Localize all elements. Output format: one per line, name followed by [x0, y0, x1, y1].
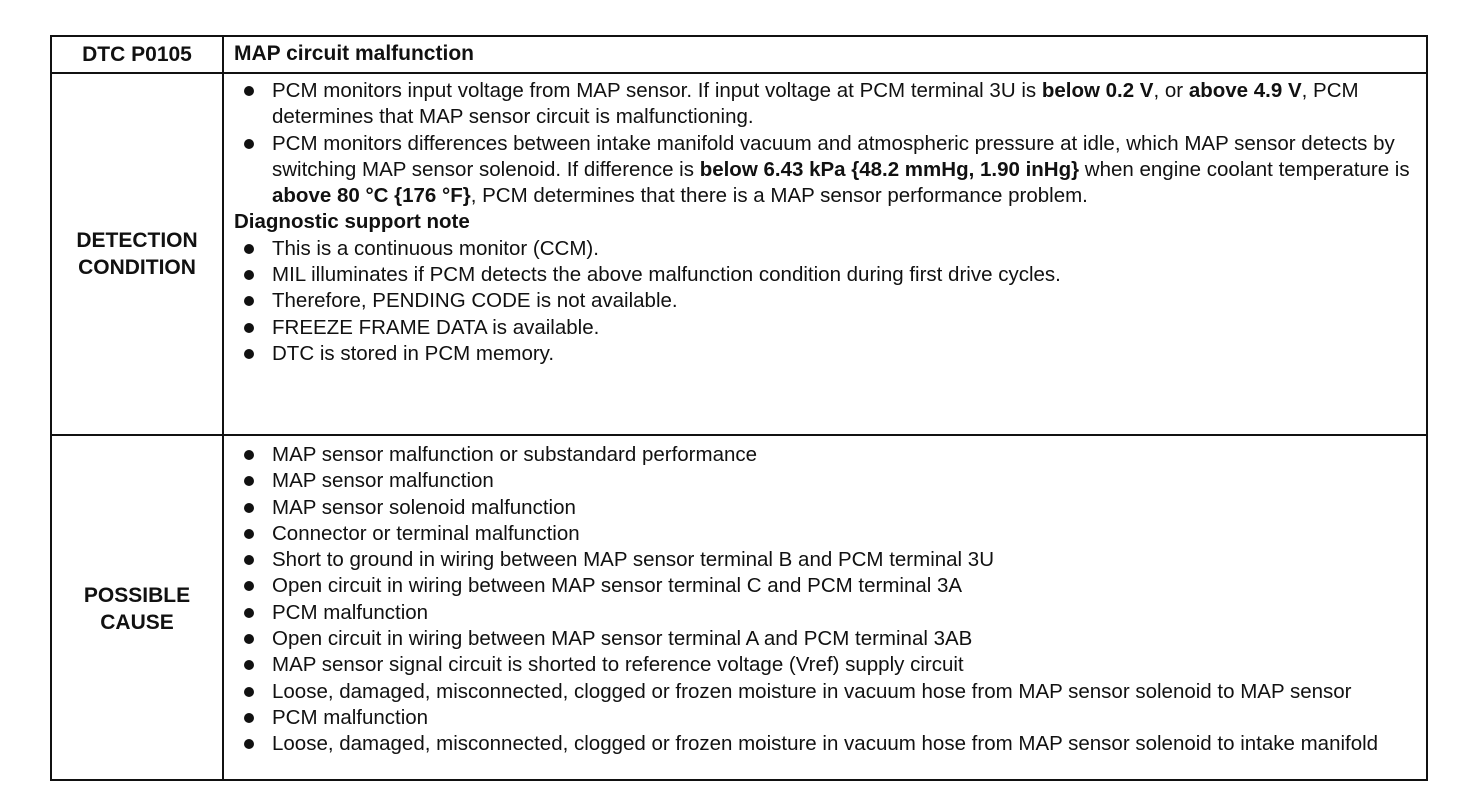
threshold-pressure: below 6.43 kPa {48.2 mmHg, 1.90 inHg}: [699, 157, 1080, 181]
list-item: Loose, damaged, misconnected, clogged or frozen moisture in vacuum hose from MAP sensor solenoid to MAP sensor: [234, 679, 1416, 705]
cause-label-line2: CAUSE: [100, 610, 174, 634]
text-segment: when engine coolant temperature is: [1079, 157, 1410, 181]
list-item: MAP sensor malfunction or substandard performance: [234, 442, 1416, 468]
list-item: MAP sensor solenoid malfunction: [234, 495, 1416, 521]
text-segment: , PCM determines that there is a MAP sensor performance problem.: [470, 184, 1088, 208]
threshold-temperature: above 80 °C {176 °F}: [272, 184, 471, 208]
possible-cause-content: [224, 436, 1426, 781]
list-item: Open circuit in wiring between MAP sensor terminal C and PCM terminal 3A: [234, 573, 1416, 599]
text-segment: , PCM determines that MAP sensor circuit is malfunctioning.: [272, 79, 1359, 129]
list-item: PCM malfunction: [234, 600, 1416, 626]
threshold-high: above 4.9 V: [1188, 79, 1302, 102]
detection-label-line1: DETECTION: [76, 229, 198, 252]
list-item: Therefore, PENDING CODE is not available.: [234, 288, 1416, 314]
detection-condition-label: [52, 74, 224, 434]
possible-cause-row: [52, 436, 1426, 781]
list-item: Connector or terminal malfunction: [234, 521, 1416, 547]
list-item: PCM malfunction: [234, 705, 1416, 731]
header-row: [52, 37, 1426, 74]
support-note-list: [234, 236, 1416, 367]
detection-condition-row: [52, 74, 1426, 436]
detection-item-voltage: [234, 78, 1416, 131]
detection-list: [234, 78, 1416, 209]
list-item: MIL illuminates if PCM detects the above malfunction condition during first drive cycles.: [234, 262, 1416, 288]
support-note-heading: Diagnostic support note: [234, 210, 470, 234]
list-item: FREEZE FRAME DATA is available.: [234, 315, 1416, 341]
list-item: Loose, damaged, misconnected, clogged or frozen moisture in vacuum hose from MAP sensor solenoid to intake manifold: [234, 731, 1416, 757]
list-item: This is a continuous monitor (CCM).: [234, 236, 1416, 262]
detection-label-line2: CONDITION: [78, 256, 196, 279]
dtc-table: [50, 35, 1428, 781]
list-item: Short to ground in wiring between MAP sensor terminal B and PCM terminal 3U: [234, 547, 1416, 573]
possible-cause-label: [52, 436, 224, 781]
list-item: DTC is stored in PCM memory.: [234, 341, 1416, 367]
cause-list: [234, 442, 1416, 758]
text-segment: PCM monitors differences between intake manifold vacuum and atmospheric pressure at idle, which MAP sensor detects by switching MAP sensor solenoid. If difference is: [272, 131, 1395, 181]
threshold-low: below 0.2 V: [1041, 79, 1154, 102]
text-segment: PCM monitors input voltage from MAP sensor. If input voltage at PCM terminal 3U is: [272, 79, 1042, 102]
cause-label-line1: POSSIBLE: [83, 583, 191, 607]
dtc-title: MAP circuit malfunction: [234, 42, 474, 66]
list-item: MAP sensor signal circuit is shorted to reference voltage (Vref) supply circuit: [234, 652, 1416, 678]
detection-item-vacuum: [234, 131, 1416, 210]
list-item: Open circuit in wiring between MAP sensor terminal A and PCM terminal 3AB: [234, 626, 1416, 652]
detection-condition-content: [224, 74, 1426, 434]
list-item: MAP sensor malfunction: [234, 468, 1416, 494]
text-segment: , or: [1153, 79, 1189, 102]
dtc-code: DTC P0105: [52, 37, 224, 72]
